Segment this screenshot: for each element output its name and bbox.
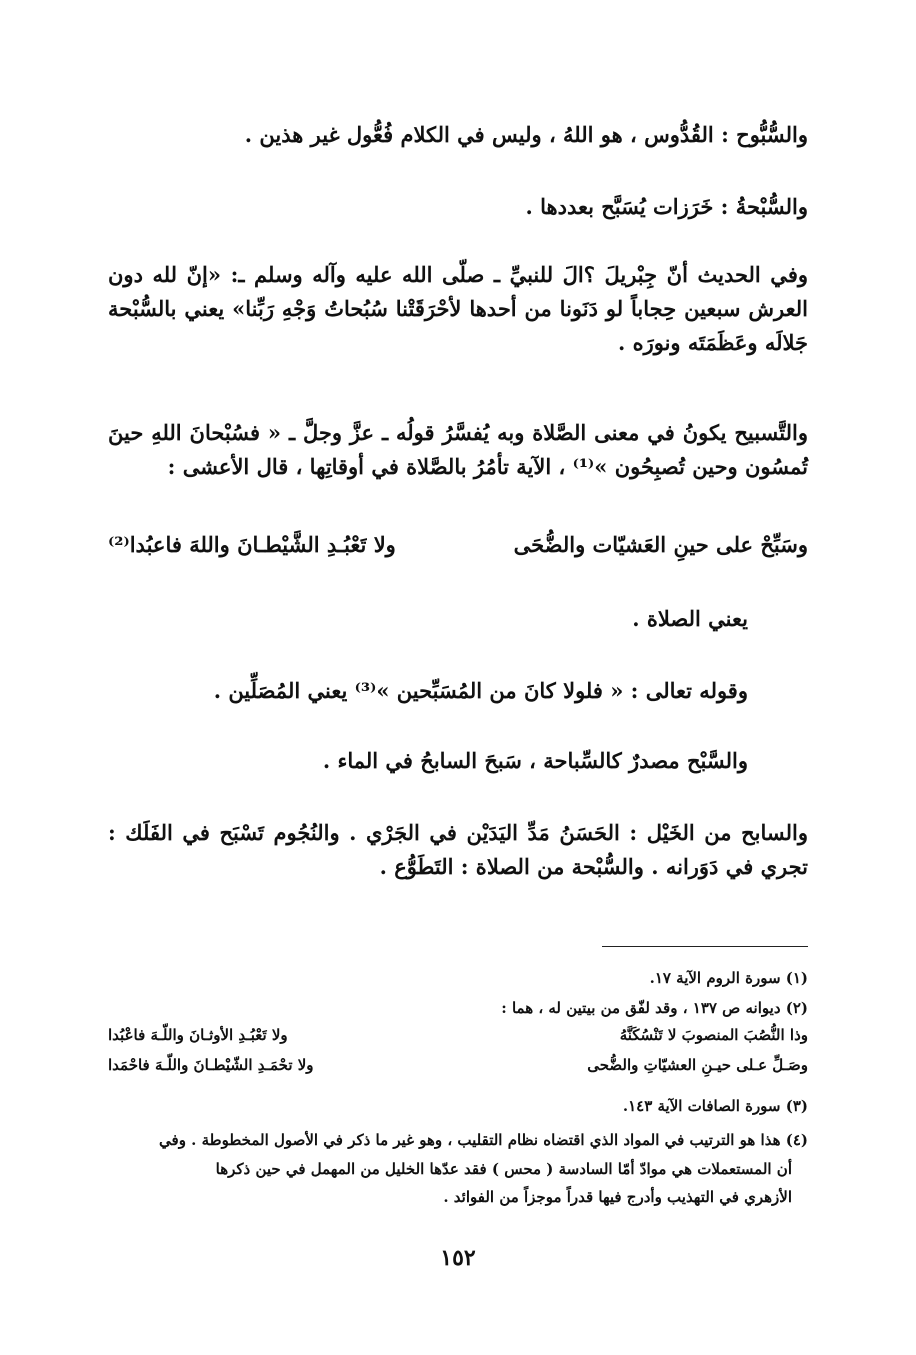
footnote-1: (١) سورة الروم الآية ١٧. [649, 969, 808, 987]
verse-second-hemistich: ولا تَعْبُـدِ الشَّيْطـانَ واللهَ فاعبُدا⁽²⁾ [108, 532, 396, 557]
paragraph-subbuh: والسُّبُّوح : القُدُّوس ، هو اللهُ ، وليس في الكلام فُعُّول غير هذين . [244, 122, 808, 147]
footnote-verse-hemistich: ولا تحْمَـدِ الشّيْطـانَ واللّـهَ فاحْمَدا [108, 1056, 314, 1074]
footnote-separator [602, 946, 808, 947]
paragraph-tasbih: والتَّسبيح يكونُ في معنى الصَّلاة وبه يُفسَّرُ قولُه ـ عزَّ وجلَّ ـ « فسُبْحانَ اللهِ حينَ تُمسُون وحين تُصبِحُون »⁽¹⁾ ، الآية تأمُرُ بالصَّلاة في أوقاتِها ، قال الأعشى : [108, 420, 808, 479]
footnote-verse-hemistich: ولا تَعْبُـدِ الأوثـانَ واللّـهَ فاعْبُدا [108, 1026, 288, 1044]
paragraph-subha: والسُّبْحةُ : خَرَزات يُسَبَّح بعددها . [525, 194, 808, 219]
footnote-2-verse-2 [108, 1056, 808, 1080]
footnote-4-line-3: الأزهري في التهذيب وأدرج فيها قدراً موجزاً من الفوائد . [443, 1188, 792, 1206]
footnote-4-line-1: (٤) هذا هو الترتيب في المواد الذي اقتضاه نظام التقليب ، وهو غير ما ذكر في الأصول المخطوطة . وفي [159, 1131, 808, 1149]
footnote-2-verse-1 [108, 1026, 808, 1050]
paragraph-sabh: والسَّبْح مصدرٌ كالسِّباحة ، سَبحَ السابحُ في الماء . [322, 748, 748, 773]
footnote-2: (٢) ديوانه ص ١٣٧ ، وقد لفّق من بيتين له ، هما : [501, 999, 808, 1017]
footnote-4-line-2: أن المستعملات هي موادّ أمّا السادسة ( محس ) فقد عدّها الخليل من المهمل في حين ذكرها [215, 1160, 792, 1178]
paragraph-salat: يعني الصلاة . [632, 606, 748, 631]
paragraph-quran-verse: وقوله تعالى : « فلولا كانَ من المُسَبِّحين »⁽³⁾ يعني المُصَلِّين . [213, 678, 748, 703]
page-number: ١٥٢ [440, 1245, 476, 1271]
poetry-verse [108, 532, 808, 572]
verse-first-hemistich: وسَبِّحْ على حينِ العَشيّات والضُّحَى [513, 532, 808, 557]
footnote-verse-hemistich: وصَـلِّ عـلى حيـنِ العشيّاتِ والضُّحى [587, 1056, 808, 1074]
paragraph-sabih: والسابح من الخَيْل : الحَسَنُ مَدِّ اليَدَيْن في الجَرْي . والنُجُوم تَسْبَح في الفَلَك : تجري في دَوَرانه . والسُّبْحة من الصلاة : التَطَوُّع . [108, 820, 808, 879]
footnote-3: (٣) سورة الصافات الآية ١٤٣. [622, 1097, 808, 1115]
paragraph-hadith: وفي الحديث أنّ جِبْريلَ ؟الَ للنبيِّ ـ صلّى الله عليه وآله وسلم ـ: «إنّ لله دون العرش سبعين حِجاباً لو دَنَونا من أحدها لأحْرَقَتْنا سُبُحاتُ وَجْهِ رَبِّنا» يعني بالسُّبْحة جَلالَه وعَظَمَتَه ونورَه . [108, 262, 808, 355]
footnote-verse-hemistich: وذا النُّصُبَ المنصوبَ لا تَنْسُكَنَّهُ [619, 1026, 808, 1044]
